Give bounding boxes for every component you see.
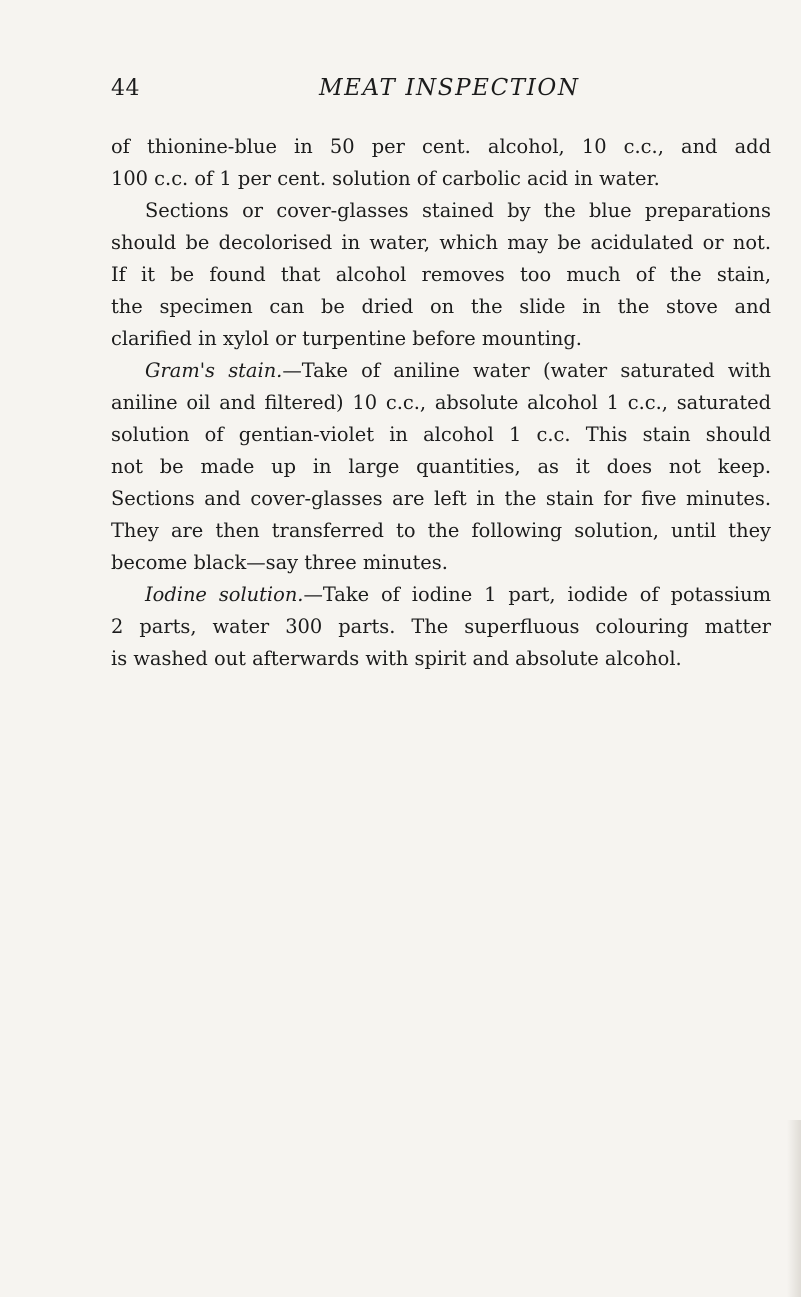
page-edge-shadow <box>787 1120 801 1297</box>
text-run: —Take of iodine 1 part, iodide of potassium <box>303 583 771 606</box>
section-heading-iodine-solution: Iodine solution. <box>145 583 304 606</box>
text-line: the specimen can be dried on the slide in the stove and <box>111 295 771 318</box>
text-line: They are then transferred to the following solution, until they <box>111 519 771 542</box>
text-line: of thionine-blue in 50 per cent. alcohol, 10 c.c., and add <box>111 135 771 158</box>
text-line: clarified in xylol or turpentine before mounting. <box>111 327 582 350</box>
text-line: Sections or cover-glasses stained by the blue preparations <box>145 199 771 222</box>
text-line: 2 parts, water 300 parts. The superfluous colouring matter <box>111 615 771 638</box>
text-line: 100 c.c. of 1 per cent. solution of carbolic acid in water. <box>111 167 660 190</box>
text-line <box>111 355 771 387</box>
text-line: should be decolorised in water, which may be acidulated or not. <box>111 231 771 254</box>
text-line <box>111 579 771 611</box>
text-line: Sections and cover-glasses are left in the stain for five minutes. <box>111 487 771 510</box>
text-line: is washed out afterwards with spirit and absolute alcohol. <box>111 647 682 670</box>
text-run: —Take of aniline water (water saturated with <box>282 359 771 382</box>
page-body <box>111 131 771 675</box>
running-title: MEAT INSPECTION <box>319 75 580 101</box>
text-line: If it be found that alcohol removes too much of the stain, <box>111 263 771 286</box>
text-line: not be made up in large quantities, as it does not keep. <box>111 455 771 478</box>
text-line: become black—say three minutes. <box>111 551 448 574</box>
page-number: 44 <box>111 76 140 101</box>
text-line: aniline oil and filtered) 10 c.c., absolute alcohol 1 c.c., saturated <box>111 391 771 414</box>
section-heading-grams-stain: Gram's stain. <box>145 359 283 382</box>
text-line: solution of gentian-violet in alcohol 1 c.c. This stain should <box>111 423 771 446</box>
page-header <box>111 76 771 112</box>
